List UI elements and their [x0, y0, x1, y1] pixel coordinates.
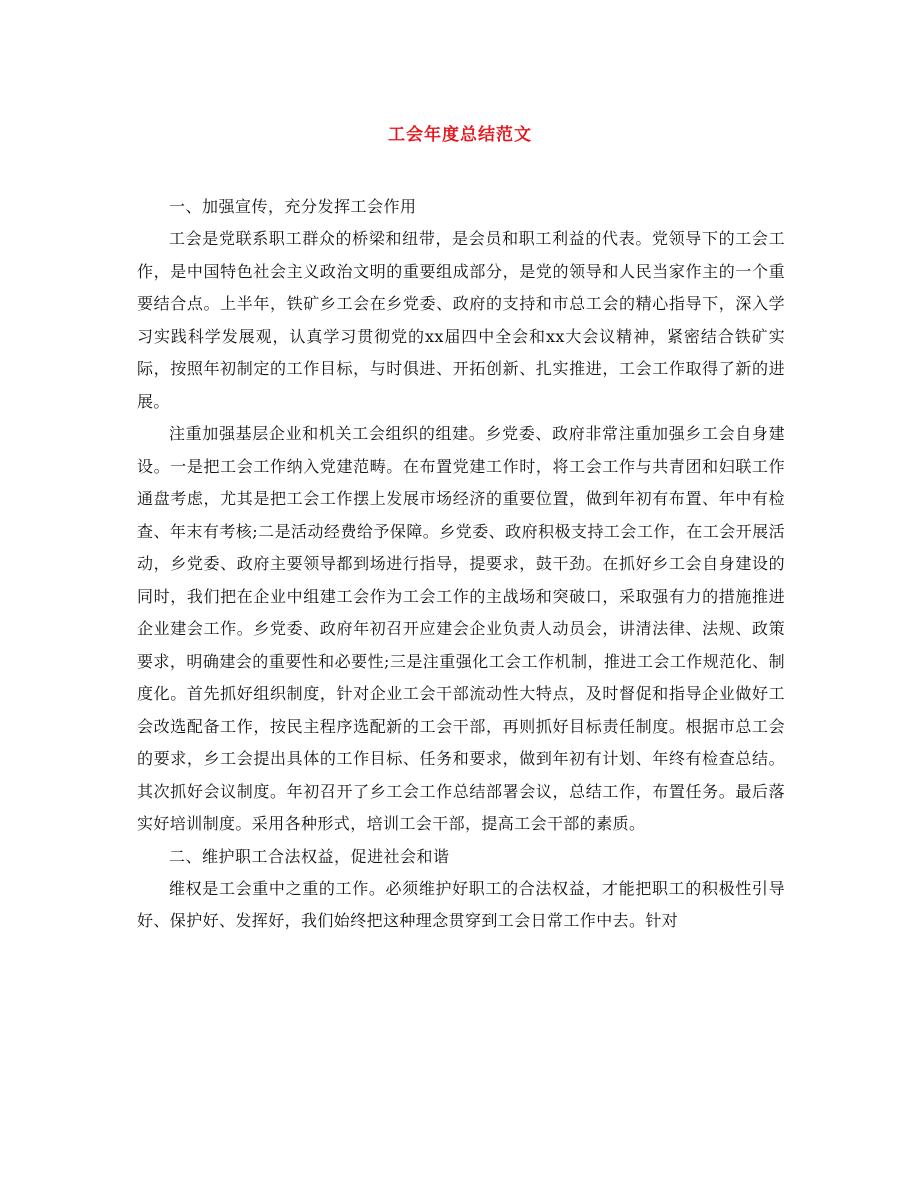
paragraph-1: 工会是党联系职工群众的桥梁和纽带，是会员和职工利益的代表。党领导下的工会工作，是中国特色社会主义政治文明的重要组成部分，是党的领导和人民当家作主的一个重要结合点。上半年，铁矿乡工会在乡党委、政府的支持和市总工会的精心指导下，深入学习实践科学发展观，认真学习贯彻党的xx届四中全会和xx大会议精神，紧密结合铁矿实际，按照年初制定的工作目标，与时俱进、开拓创新、扎实推进，工会工作取得了新的进展。	[137, 229, 785, 411]
document-body	[137, 191, 785, 938]
paragraph-3: 维权是工会重中之重的工作。必须维护好职工的合法权益，才能把职工的积极性引导好、保护好、发挥好，我们始终把这种理念贯穿到工会日常工作中去。针对	[137, 878, 785, 930]
section-heading-1: 一、加强宣传，充分发挥工会作用	[169, 197, 417, 216]
paragraph-2: 注重加强基层企业和机关工会组织的组建。乡党委、政府非常注重加强乡工会自身建设。一是把工会工作纳入党建范畴。在布置党建工作时，将工会工作与共青团和妇联工作通盘考虑，尤其是把工会工作摆上发展市场经济的重要位置，做到年初有布置、年中有检查、年末有考核;二是活动经费给予保障。乡党委、政府积极支持工会工作，在工会开展活动，乡党委、政府主要领导都到场进行指导，提要求，鼓干劲。在抓好乡工会自身建设的同时，我们把在企业中组建工会作为工会工作的主战场和突破口，采取强有力的措施推进企业建会工作。乡党委、政府年初召开应建会企业负责人动员会，讲清法律、法规、政策要求，明确建会的重要性和必要性;三是注重强化工会工作机制，推进工会工作规范化、制度化。首先抓好组织制度，针对企业工会干部流动性大特点，及时督促和指导企业做好工会改选配备工作，按民主程序选配新的工会干部，再则抓好目标责任制度。根据市总工会的要求，乡工会提出具体的工作目标、任务和要求，做到年初有计划、年终有检查总结。其次抓好会议制度。年初召开了乡工会工作总结部署会议，总结工作，布置任务。最后落实好培训制度。采用各种形式，培训工会干部，提高工会干部的素质。	[137, 424, 785, 833]
section-heading-2: 二、维护职工合法权益，促进社会和谐	[169, 846, 450, 866]
document-title: 工会年度总结范文	[388, 125, 532, 145]
